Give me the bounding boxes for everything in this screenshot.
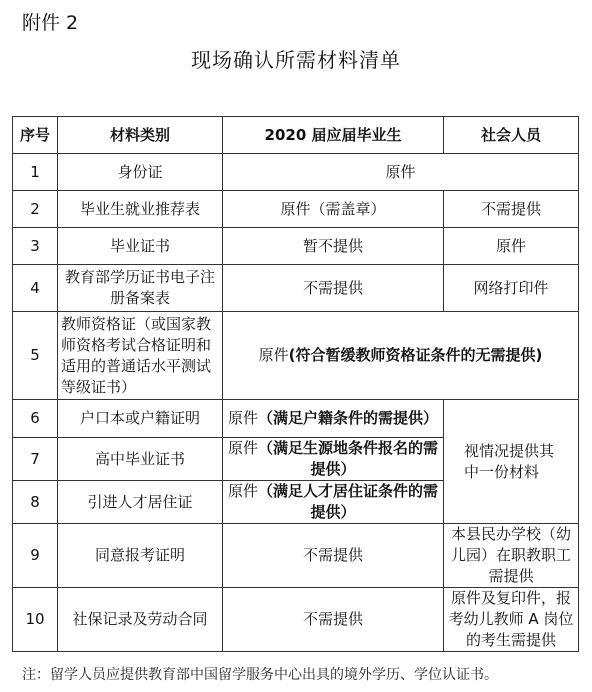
row-number: 3 [13,228,58,265]
requirement-graduate: 不需提供 [223,265,444,312]
material-item: 教育部学历证书电子注册备案表 [58,265,223,312]
material-item: 毕业证书 [58,228,223,265]
requirement-graduate: 不需提供 [223,524,444,588]
table-row [13,228,579,265]
row-number: 2 [13,191,58,228]
table-row [13,191,579,228]
material-item: 身份证 [58,154,223,191]
requirement-condition: (符合暂缓教师资格证条件的无需提供) [288,346,543,364]
requirement-social: 原件 [444,228,579,265]
header-number: 序号 [13,117,58,154]
material-item: 社保记录及劳动合同 [58,588,223,652]
material-item: 同意报考证明 [58,524,223,588]
row-number: 7 [13,438,58,481]
table-row [13,312,579,400]
row-number: 4 [13,265,58,312]
table-row [13,400,579,438]
footer-note: 注：留学人员应提供教育部中国留学服务中心出具的境外学历、学位认证书。 [22,667,498,683]
row-number: 5 [13,312,58,400]
materials-table [12,116,579,652]
material-item: 毕业生就业推荐表 [58,191,223,228]
requirement-both: 原件 [223,154,579,191]
attachment-label: 附件 2 [22,12,79,34]
requirement-combined [223,481,444,524]
requirement-combined [223,400,444,438]
requirement-condition: （满足人才居住证条件的需提供） [258,482,439,521]
requirement-social: 本县民办学校（幼儿园）在职教职工需提供 [444,524,579,588]
requirement-graduate: 不需提供 [223,588,444,652]
row-number: 9 [13,524,58,588]
header-graduates: 2020 届应届毕业生 [223,117,444,154]
row-number: 6 [13,400,58,438]
requirement-both [223,312,579,400]
row-number: 10 [13,588,58,652]
requirement-prefix: 原件 [258,346,289,364]
requirement-prefix: 原件 [227,409,258,427]
requirement-combined [223,438,444,481]
requirement-condition: （满足户籍条件的需提供） [258,409,439,427]
row-number: 8 [13,481,58,524]
requirement-social: 不需提供 [444,191,579,228]
side-note: 视情况提供其中一份材料 [444,400,579,524]
material-item: 高中毕业证书 [58,438,223,481]
table-row [13,265,579,312]
requirement-social: 原件及复印件，报考幼儿教师 A 岗位的考生需提供 [444,588,579,652]
material-item: 户口本或户籍证明 [58,400,223,438]
requirement-social: 网络打印件 [444,265,579,312]
table-header-row [13,117,579,154]
row-number: 1 [13,154,58,191]
document-title: 现场确认所需材料清单 [191,48,401,72]
requirement-graduate: 原件（需盖章） [223,191,444,228]
header-material-type: 材料类别 [58,117,223,154]
table-row [13,588,579,652]
table-row [13,154,579,191]
header-social: 社会人员 [444,117,579,154]
table-row [13,524,579,588]
requirement-prefix: 原件 [227,439,258,457]
material-item: 引进人才居住证 [58,481,223,524]
material-item: 教师资格证（或国家教师资格考试合格证明和适用的普通话水平测试等级证书） [58,312,223,400]
requirement-prefix: 原件 [227,482,258,500]
requirement-graduate: 暂不提供 [223,228,444,265]
requirement-condition: （满足生源地条件报名的需提供） [258,439,439,478]
